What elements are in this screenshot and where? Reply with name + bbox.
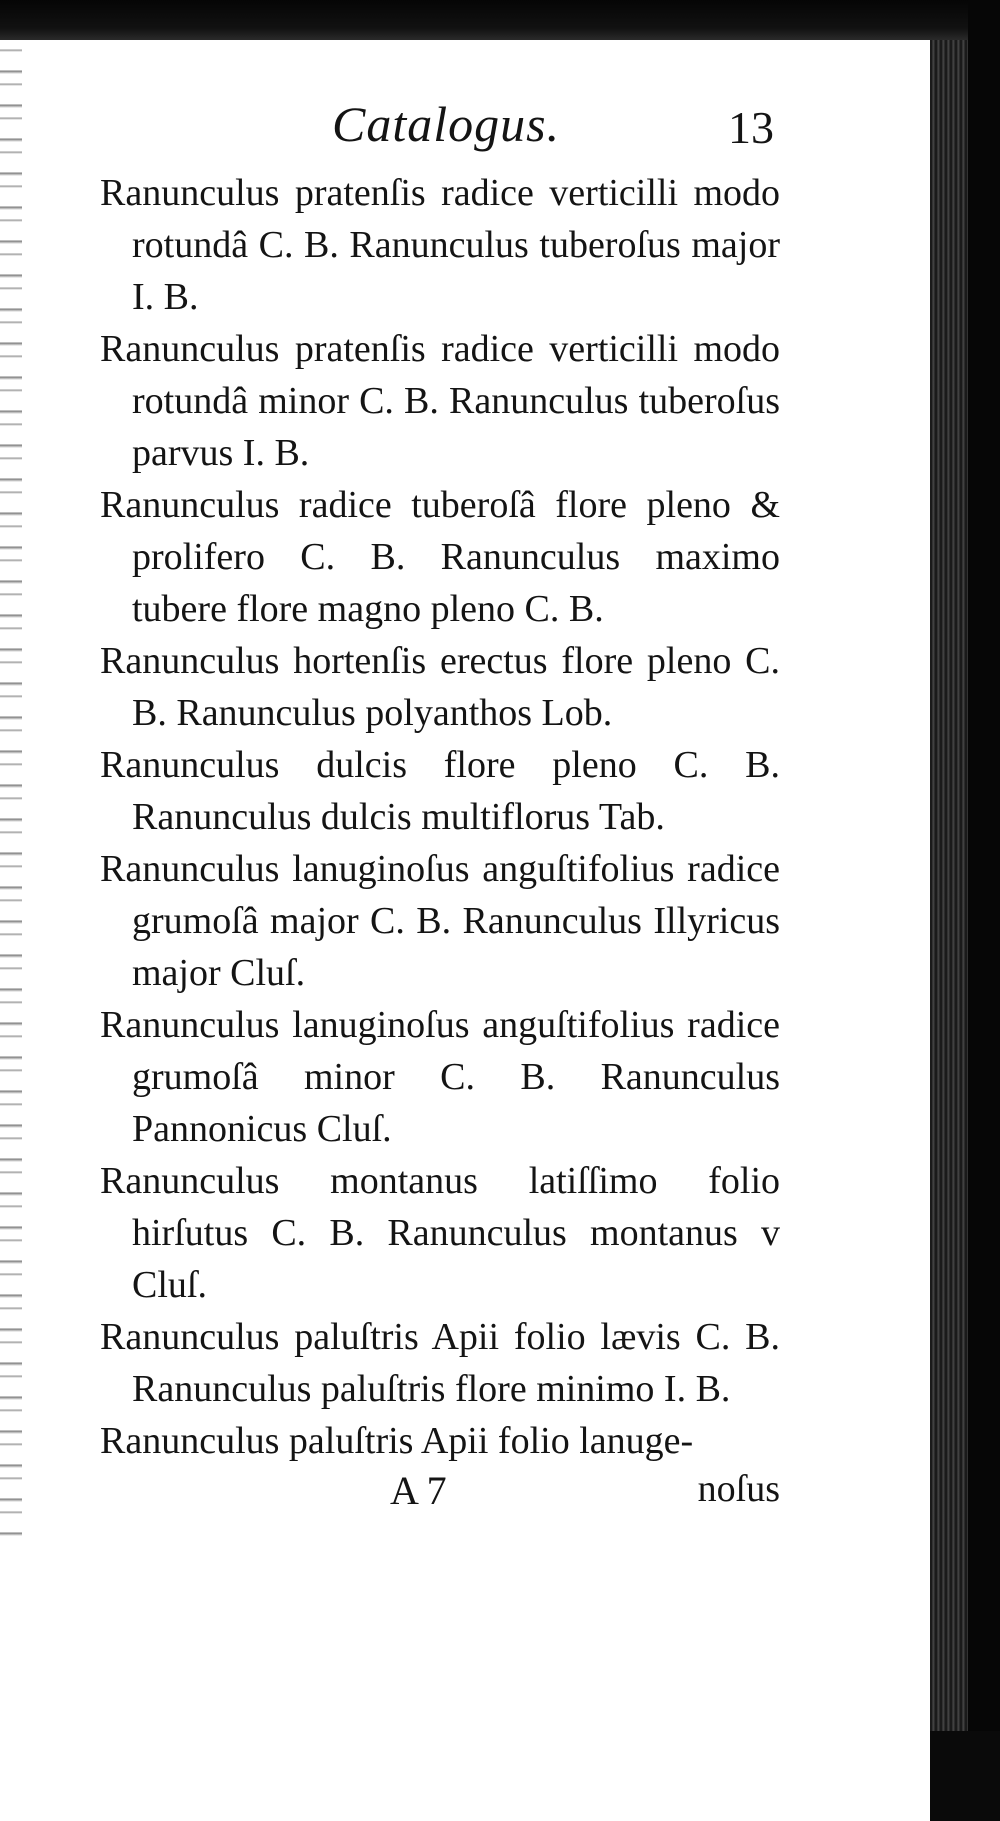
book-page-edge: [930, 40, 968, 1740]
signature-mark: A 7: [390, 1468, 447, 1513]
catalogue-entry: Ranunculus montanus latiſſimo folio hirſutus C. B. Ranunculus montanus v Cluſ.: [100, 1160, 780, 1306]
page-header: [100, 95, 900, 167]
catalogue-entry: Ranunculus paluſtris Apii folio lævis C. B. Ranunculus paluſtris flore minimo I. B.: [100, 1316, 780, 1410]
catalogue-entry: Ranunculus radice tuberoſâ flore pleno & prolifero C. B. Ranunculus maximo tubere flore magno pleno C. B.: [100, 484, 780, 630]
scan-frame-right: [968, 0, 1000, 1821]
catchword: noſus: [697, 1468, 780, 1510]
catalogue-entries: [100, 167, 780, 1467]
catalogue-entry: Ranunculus lanuginoſus anguſtifolius radice grumoſâ minor C. B. Ranunculus Pannonicus Cluſ.: [100, 1004, 780, 1150]
binding-gutter: [0, 40, 22, 1540]
catalogue-entry: Ranunculus pratenſis radice verticilli modo rotundâ minor C. B. Ranunculus tuberoſus parvus I. B.: [100, 328, 780, 474]
scan-frame-top: [0, 0, 1000, 40]
catalogue-entry: Ranunculus paluſtris Apii folio lanuge-: [100, 1420, 694, 1462]
scan-frame-corner: [930, 1731, 1000, 1821]
page-number: 13: [728, 102, 774, 153]
catalogue-entry: Ranunculus pratenſis radice verticilli modo rotundâ C. B. Ranunculus tuberoſus major I. B.: [100, 172, 780, 318]
book-page: [100, 95, 900, 1527]
catalogue-entry: Ranunculus dulcis flore pleno C. B. Ranunculus dulcis multiflorus Tab.: [100, 744, 780, 838]
catalogue-entry: Ranunculus hortenſis erectus flore pleno C. B. Ranunculus polyanthos Lob.: [100, 640, 780, 734]
page-footer: [100, 1467, 780, 1527]
catalogue-entry: Ranunculus lanuginoſus anguſtifolius radice grumoſâ major C. B. Ranunculus Illyricus major Cluſ.: [100, 848, 780, 994]
running-head: Catalogus.: [332, 96, 561, 152]
